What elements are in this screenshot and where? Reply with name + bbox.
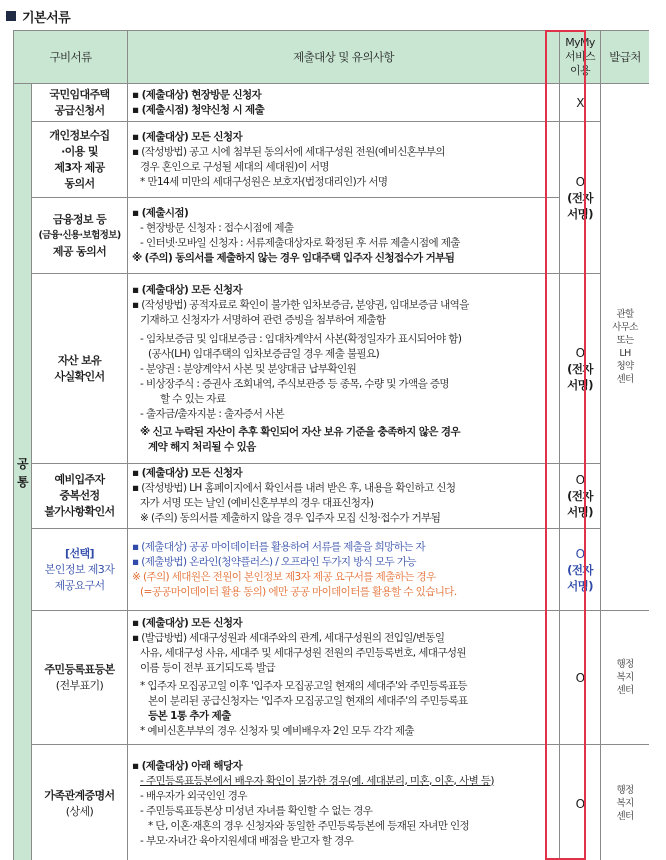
detail-line: - 임차보증금 및 임대보증금 : 임대차계약서 사본(확정일자가 표시되어야 함) (140, 332, 462, 345)
mymy-mark: O (575, 345, 585, 360)
table-row (14, 274, 650, 464)
section-title: 기본서류 (22, 10, 71, 26)
doc-name-line: 금융정보 등 (52, 212, 107, 226)
detail-line: 이름 등이 전부 표기되도록 발급 (140, 662, 276, 674)
detail-line: ▪ (작성방법) 공적자료로 확인이 불가한 임차보증금, 분양권, 임대보증금 내역을 (132, 298, 469, 311)
doc-name-cell (32, 198, 128, 274)
table-row (14, 84, 650, 122)
mymy-note: 서명) (567, 377, 593, 392)
header-documents: 구비서류 (14, 31, 128, 84)
detail-line: 경우 혼인으로 구성될 세대의 세대원)이 서명 (140, 160, 329, 173)
detail-line: * 입주자 모집공고일 이후 '입주자 모집공고일 현재의 세대주'와 주민등록표등 (140, 680, 467, 692)
doc-name-line: 제공요구서 (54, 578, 105, 592)
mymy-cell (560, 274, 601, 464)
issuer-line: 또는 (616, 335, 634, 346)
detail-line: ▪ (제출방법) 온라인(청약플러스) / 오프라인 두가지 방식 모두 가능 (132, 555, 416, 568)
issuer-line: 관할 (616, 309, 634, 320)
detail-line: ▪ (작성방법) 공고 시에 첨부된 동의서에 세대구성원 전원(예비신혼부부의 (132, 145, 445, 158)
details-cell (128, 611, 560, 745)
issuer-line: LH (619, 348, 631, 359)
mymy-note: (전자 (567, 562, 593, 577)
detail-line: ▪ (제출대상) 모든 신청자 (132, 617, 242, 629)
mymy-cell (560, 122, 601, 274)
details-cell (128, 464, 560, 529)
doc-name-line: 본인정보 제3자 (44, 562, 115, 576)
detail-line: 계약 해지 처리될 수 있음 (148, 440, 256, 453)
doc-name-line: 제공 동의서 (52, 244, 107, 258)
table-row (14, 198, 650, 274)
mymy-mark: O (575, 796, 585, 811)
mymy-mark: O (575, 670, 585, 685)
doc-name-line: 불가사항확인서 (44, 505, 115, 518)
header-details: 제출대상 및 유의사항 (128, 31, 560, 84)
mymy-mark: O (575, 473, 585, 487)
issuer-line: 복지 (616, 798, 634, 809)
square-bullet-icon (6, 11, 16, 21)
doc-name-line: 사실확인서 (54, 369, 105, 383)
details-cell (128, 745, 560, 860)
documents-table (13, 30, 649, 860)
mymy-note: 서명) (567, 578, 593, 593)
header-row (14, 31, 650, 84)
detail-line: ※ (주의) 동의서를 제출하지 않는 경우 임대주택 입주자 신청접수가 거부됨 (132, 251, 455, 264)
detail-line: (=공공마이데이터 활용 동의) 에만 공공 마이데이터를 활용할 수 있습니다. (140, 585, 457, 598)
doc-name-line: 주민등록표등본 (44, 662, 115, 676)
category-char: 공 (17, 457, 28, 471)
mymy-mark: X (576, 95, 584, 110)
doc-name-line: 중복선정 (59, 489, 100, 502)
doc-name-cell (32, 464, 128, 529)
detail-line: ▪ (제출대상) 현장방문 신청자 (132, 88, 262, 101)
detail-line: ▪ (제출대상) 모든 신청자 (132, 467, 242, 479)
doc-name-line: 자산 보유 (57, 353, 102, 367)
category-char: 통 (17, 475, 28, 489)
doc-name-cell (32, 84, 128, 122)
issuer-line: 센터 (616, 374, 634, 385)
doc-name-line: 제3자 제공 (54, 160, 105, 174)
detail-line: 본이 분리된 공급신청자는 '입주자 모집공고일 현재의 세대주'의 주민등록표 (148, 695, 468, 707)
detail-line: ▪ (제출대상) 모든 신청자 (132, 130, 242, 143)
mymy-cell (560, 611, 601, 745)
detail-line: ▪ (작성방법) LH 홈페이지에서 확인서를 내려 받은 후, 내용을 확인하고 신청 (132, 482, 456, 494)
doc-name-line: 공급신청서 (54, 103, 105, 117)
detail-line: ▪ (제출대상) 공공 마이데이터를 활용하여 서류를 제출을 희망하는 자 (132, 540, 426, 553)
doc-name-line: [선택] (65, 546, 94, 560)
header-mymy (560, 31, 601, 84)
detail-line: - 비상장주식 : 증권사 조회내역, 주식보관증 등 종목, 수량 및 가액을 증명 (140, 377, 449, 390)
doc-name-line: (금융·신용·보험정보) (38, 229, 121, 241)
detail-line: - 분양권 : 분양계약서 사본 및 분양대금 납부확인원 (140, 362, 357, 375)
section-heading (6, 4, 70, 28)
doc-name-line: 동의서 (64, 176, 95, 190)
issuer-line: 복지 (616, 672, 634, 683)
detail-line: - 배우자가 외국인인 경우 (140, 789, 247, 802)
mymy-cell (560, 745, 601, 860)
issuer-line: 센터 (616, 685, 634, 696)
issuer-line: 센터 (616, 811, 634, 822)
detail-line: * 단, 이혼·재혼의 경우 신청자와 동일한 주민등록등본에 등재된 자녀만 인정 (148, 819, 470, 832)
category-cell (14, 84, 32, 860)
doc-name-line: (상세) (65, 804, 94, 818)
doc-name-line: ·이용 및 (61, 144, 98, 158)
doc-name-cell (32, 529, 128, 611)
details-cell (128, 84, 560, 122)
doc-name-cell (32, 611, 128, 745)
detail-line: ※ (주의) 세대원은 전원이 본인정보 제3자 제공 요구서를 제출하는 경우 (132, 570, 436, 583)
detail-line: - 출자금/출자지분 : 출자증서 사본 (140, 407, 285, 420)
issuer-line: 행정 (616, 785, 634, 796)
detail-line: - 주민등록표등본에서 배우자 확인이 불가한 경우(예. 세대분리, 미혼, 이혼, 사별 등) (140, 774, 494, 787)
mymy-mark: O (575, 546, 585, 561)
issuer-line: 청약 (616, 361, 634, 372)
mymy-mark: O (575, 174, 585, 189)
mymy-note: 서명) (567, 505, 593, 519)
detail-line: ※ (주의) 동의서를 제출하지 않을 경우 입주자 모집 신청·접수가 거부됨 (140, 512, 441, 524)
detail-line: ▪ (제출대상) 모든 신청자 (132, 283, 242, 296)
header-issuer: 발급처 (601, 31, 649, 84)
detail-line: ▪ (제출시점) 청약신청 시 제출 (132, 103, 265, 116)
detail-line: ▪ (발급방법) 세대구성원과 세대주와의 관계, 세대구성원의 전입일/변동일 (132, 632, 445, 644)
issuer-cell (601, 745, 649, 860)
doc-name-cell (32, 745, 128, 860)
issuer-cell-lh (601, 84, 649, 611)
detail-line: * 예비신혼부부의 경우 신청자 및 예비배우자 2인 모두 각각 제출 (140, 725, 414, 737)
header-mymy-line: 서비스 (564, 50, 596, 63)
detail-line: ※ 신고 누락된 자산이 추후 확인되어 자산 보유 기준을 충족하지 않은 경우 (140, 425, 460, 438)
doc-name-cell (32, 274, 128, 464)
detail-line: - 현장방문 신청자 : 접수시점에 제출 (140, 221, 294, 234)
detail-line: * 만14세 미만의 세대구성원은 보호자(법정대리인)가 서명 (140, 175, 388, 188)
table-row (14, 464, 650, 529)
detail-line: 자가 서명 또는 날인 (예비신혼부부의 경우 대표신청자) (140, 497, 374, 509)
issuer-line: 사무소 (612, 322, 638, 333)
mymy-cell (560, 464, 601, 529)
mymy-cell (560, 84, 601, 122)
doc-name-cell (32, 122, 128, 198)
detail-line: - 인터넷·모바일 신청자 : 서류제출대상자로 확정된 후 서류 제출시점에 제출 (140, 236, 460, 249)
detail-line: 등본 1통 추가 제출 (148, 710, 231, 722)
doc-name-line: 예비입주자 (54, 473, 105, 486)
mymy-cell (560, 529, 601, 611)
details-cell (128, 529, 560, 611)
doc-name-line: 국민임대주택 (49, 87, 110, 101)
detail-line: 사유, 세대구성 사유, 세대주 및 세대구성원 전원의 주민등록번호, 세대구성원 (140, 647, 466, 659)
details-cell (128, 122, 560, 198)
issuer-line: 행정 (616, 659, 634, 670)
documents-table-wrapper (13, 30, 649, 860)
doc-name-line: 가족관계증명서 (44, 788, 115, 802)
detail-line: ▪ (제출대상) 아래 해당자 (132, 759, 242, 772)
table-row (14, 745, 650, 860)
detail-line: 기재하고 신청자가 서명하여 관련 증빙을 첨부하여 제출함 (140, 313, 386, 326)
doc-name-line: 개인정보수집 (49, 128, 110, 142)
header-mymy-line: 이용 (569, 64, 591, 77)
detail-line: ▪ (제출시점) (132, 206, 189, 219)
doc-name-line: (전부표기) (55, 678, 104, 692)
detail-line: - 부모·자녀간 육아지원세대 배점을 받고자 할 경우 (140, 834, 354, 847)
mymy-note: 서명) (567, 206, 593, 221)
table-row (14, 122, 650, 198)
details-cell (128, 274, 560, 464)
table-row (14, 529, 650, 611)
table-row (14, 611, 650, 745)
detail-line: 할 수 있는 자료 (160, 392, 226, 405)
detail-line: (공사(LH) 임대주택의 임차보증금일 경우 제출 불필요) (148, 347, 380, 360)
mymy-note: (전자 (567, 190, 593, 205)
mymy-note: (전자 (567, 361, 593, 376)
header-mymy-line: MyMy (565, 36, 595, 49)
issuer-cell (601, 611, 649, 745)
detail-line: - 주민등록표등본상 미성년 자녀를 확인할 수 없는 경우 (140, 804, 373, 817)
mymy-note: (전자 (567, 489, 593, 503)
details-cell (128, 198, 560, 274)
